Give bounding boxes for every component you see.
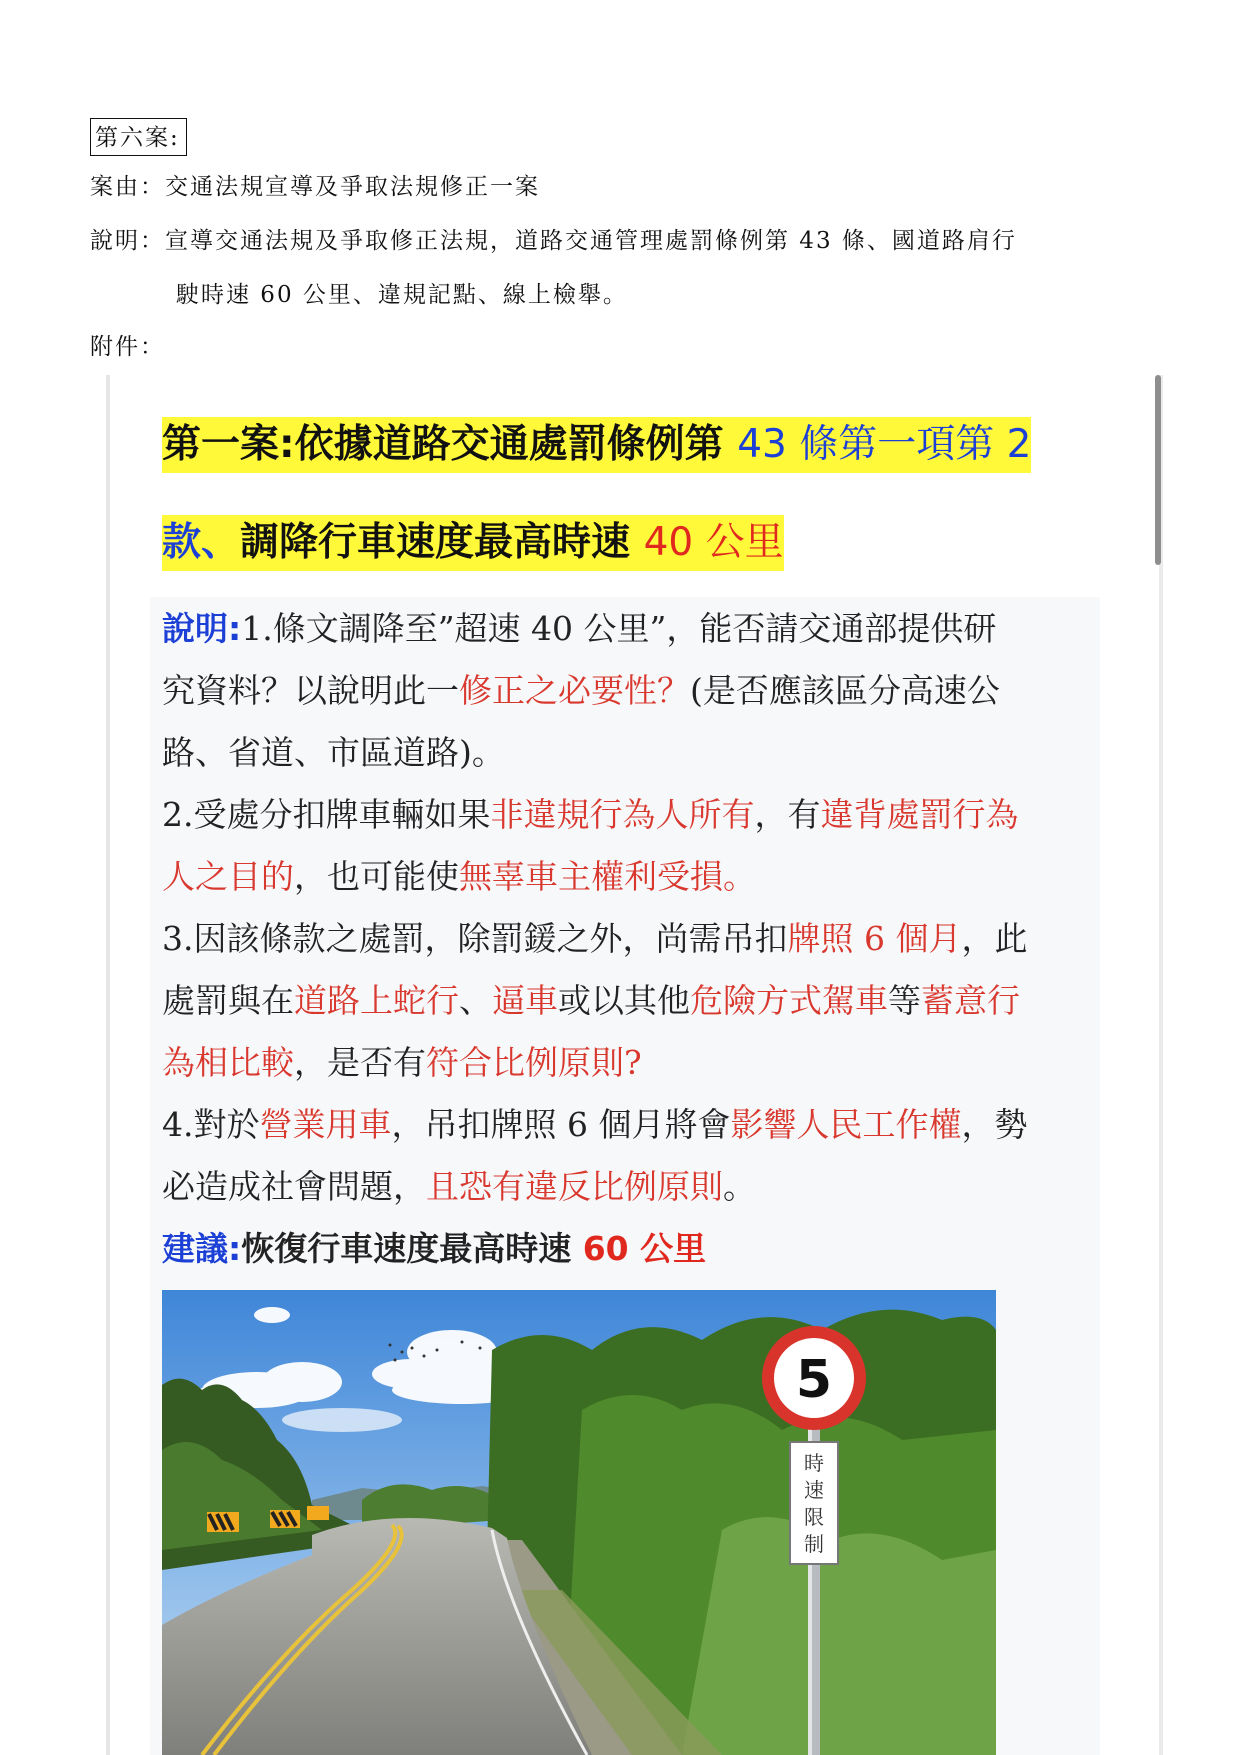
- attachment-body: [162, 598, 1082, 1280]
- title-text-2: 調降行車速度最高時速: [240, 520, 644, 565]
- title-speed: 40 公里: [643, 520, 784, 565]
- title-text: 第一案:依據道路交通處罰條例第: [162, 422, 738, 467]
- svg-text:時: 時: [804, 1451, 824, 1475]
- para-3-line-2: 處罰與在道路上蛇行、逼車或以其他危險方式駕車等蓄意行: [162, 981, 1020, 1020]
- screenshot-left-border: [106, 375, 110, 1755]
- para-3-line-3: 為相比較，是否有符合比例原則?: [162, 1043, 642, 1082]
- description-line-1: 宣導交通法規及爭取修正法規，道路交通管理處罰條例第 43 條、國道路肩行: [165, 228, 1017, 254]
- scrollbar-thumb[interactable]: [1155, 375, 1161, 565]
- attachment-title-line-2: [162, 515, 784, 571]
- speed-limit-sign: [762, 1326, 866, 1430]
- speed-limit-plate: [790, 1442, 838, 1564]
- para-2-line-2: 人之目的，也可能使無辜車主權利受損。: [162, 857, 756, 896]
- svg-text:限: 限: [804, 1505, 824, 1529]
- para-1-line-1: 說明:1.條文調降至”超速 40 公里”，能否請交通部提供研: [162, 609, 997, 648]
- para-1-line-3: 路、省道、市區道路)。: [162, 733, 505, 772]
- title-article-ref-cont: 款、: [162, 520, 241, 565]
- attachment-label: 附件：: [90, 334, 165, 360]
- svg-text:制: 制: [804, 1532, 824, 1556]
- attachment-screenshot: [106, 375, 1163, 1755]
- screenshot-scroll-track[interactable]: [1159, 375, 1163, 1755]
- title-article-ref: 43 條第一項第 2: [737, 422, 1032, 467]
- reason-label: 案由：: [90, 174, 165, 200]
- attachment-title-line-1: [162, 417, 1031, 473]
- suggest-label: 建議:: [162, 1229, 242, 1268]
- reason-text: 交通法規宣導及爭取法規修正一案: [165, 174, 540, 200]
- para-2-line-1: 2.受處分扣牌車輛如果非違規行為人所有，有違背處罰行為: [162, 795, 1019, 834]
- case-number-box: 第六案:: [90, 118, 187, 156]
- description-row: [90, 224, 1017, 258]
- sign-number: 5: [795, 1350, 833, 1410]
- reason-row: [90, 170, 540, 204]
- road-photo: [162, 1290, 996, 1755]
- suggestion-line: 建議:恢復行車速度最高時速 60 公里: [162, 1229, 707, 1268]
- para-1-line-2: 究資料？以說明此一修正之必要性？(是否應該區分高速公: [162, 671, 1000, 710]
- para-4-line-2: 必造成社會問題，且恐有違反比例原則。: [162, 1167, 756, 1206]
- explain-label: 說明:: [162, 609, 242, 648]
- para-3-line-1: 3.因該條款之處罰，除罰鍰之外，尚需吊扣牌照 6 個月，此: [162, 919, 1028, 958]
- svg-text:速: 速: [804, 1478, 824, 1502]
- para-4-line-1: 4.對於營業用車，吊扣牌照 6 個月將會影響人民工作權，勢: [162, 1105, 1028, 1144]
- description-label: 說明：: [90, 228, 165, 254]
- document-header: [90, 118, 1170, 360]
- description-line-2: 駛時速 60 公里、違規記點、線上檢舉。: [176, 282, 628, 308]
